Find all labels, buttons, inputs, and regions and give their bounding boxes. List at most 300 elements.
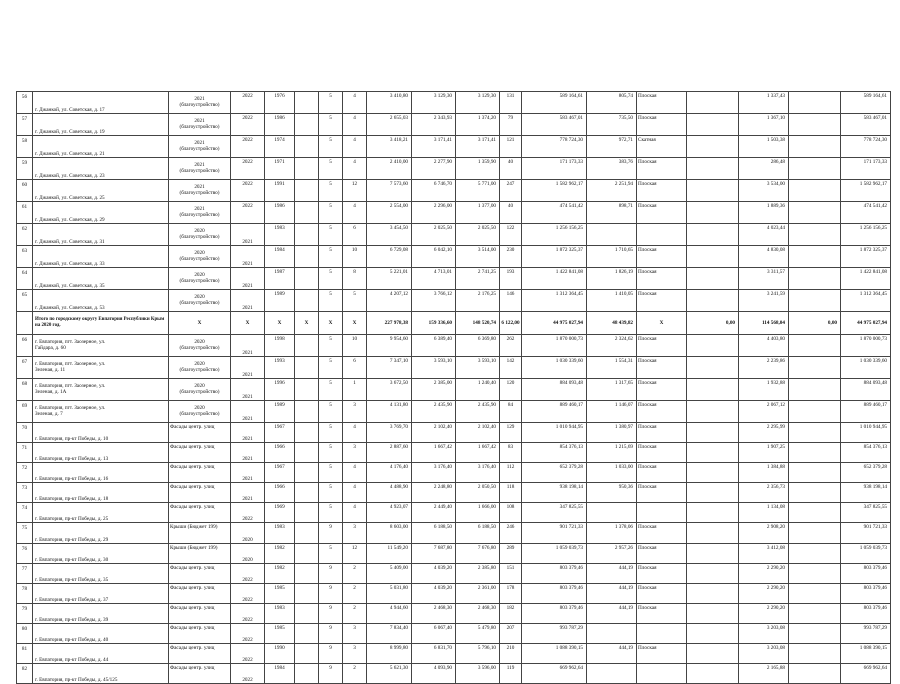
cost-cell: 1 088 390,15 (522, 644, 587, 664)
built-year-cell: 1984 (265, 664, 295, 684)
empty-cell (789, 379, 841, 401)
entrances-cell: 4 (343, 136, 367, 158)
row-number-cell: 80 (17, 623, 33, 643)
address-cell (33, 379, 169, 401)
total-label-cell: Итого по городскому округу Евпатория Республики Крым на 2020 год. (33, 312, 169, 335)
empty-cell (295, 563, 319, 583)
empty-cell (687, 290, 739, 312)
empty-cell (295, 664, 319, 684)
unit-cost-cell: 3 412,08 (739, 543, 789, 563)
residents-cell: 207 (500, 623, 522, 643)
built-year-cell: 1967 (265, 463, 295, 483)
total-area-cell: 7 573,60 (367, 180, 412, 202)
residents-cell: 210 (500, 644, 522, 664)
cost-cell: 1 010 944,95 (522, 423, 587, 443)
row-number-cell: 57 (17, 114, 33, 136)
plan-year-cell: 2021 (231, 246, 265, 268)
total-area-cell: 2 410,00 (367, 158, 412, 180)
row-number-cell: 78 (17, 583, 33, 603)
residential-area-cell: 3 596,00 (456, 664, 500, 684)
address-cell: г. Евпатория, пр-кт Победы, д. 16 (33, 463, 169, 483)
address-cell: г. Джанкой, ул. Советская, д. 29 (33, 202, 169, 224)
total-area-cell: 3 410,80 (367, 92, 412, 114)
floors-cell: 9 (319, 603, 343, 623)
roof-area-cell: 1 710,65 (587, 246, 637, 268)
total-area-cell: 3 672,50 (367, 379, 412, 401)
total-value-cell: X (319, 312, 343, 335)
empty-cell (789, 644, 841, 664)
cost-cell: 1 312 364,45 (522, 290, 587, 312)
total-cost-cell: 474 541,42 (841, 202, 891, 224)
cost-cell: 1 059 039,73 (522, 543, 587, 563)
residents-cell: 120 (500, 379, 522, 401)
unit-cost-cell: 3 534,00 (739, 180, 789, 202)
floors-cell: 5 (319, 483, 343, 503)
empty-cell (789, 92, 841, 114)
plan-year-cell: 2022 (231, 503, 265, 523)
total-value-cell: X (265, 312, 295, 335)
work-type-cell: Фасады центр. улиц (169, 463, 231, 483)
plan-year-cell: 2021 (231, 224, 265, 246)
table-row (17, 644, 900, 664)
residents-cell: 119 (500, 664, 522, 684)
roof-type-cell (637, 623, 687, 643)
plan-year-cell: 2022 (231, 644, 265, 664)
roof-type-cell: Плоская (637, 114, 687, 136)
table-row (17, 603, 900, 623)
empty-cell (295, 483, 319, 503)
residents-cell: 108 (500, 503, 522, 523)
total-cost-cell: 669 962,64 (841, 664, 891, 684)
work-type: (благоустройство) (170, 235, 229, 241)
row-number-cell: 76 (17, 543, 33, 563)
entrances-cell: 4 (343, 483, 367, 503)
total-area-cell: 2 554,00 (367, 202, 412, 224)
total-cost-cell: 1 088 390,15 (841, 644, 891, 664)
empty-cell (687, 623, 739, 643)
empty-cell (687, 114, 739, 136)
floors-cell: 9 (319, 623, 343, 643)
residents-cell: 142 (500, 357, 522, 379)
work-type: (благоустройство) (170, 412, 229, 418)
address-cell: г. Евпатория, пр-кт Победы, д. 40 (33, 623, 169, 643)
cost-cell: 1 422 841,08 (522, 268, 587, 290)
built-year-cell: 1971 (265, 158, 295, 180)
address-line-2: Зеленая, д. 11 (35, 368, 167, 374)
residents-cell: 83 (500, 443, 522, 463)
living-area-cell: 6 389,40 (412, 335, 456, 357)
work-year: 2020 (170, 340, 229, 346)
floors-cell: 5 (319, 543, 343, 563)
roof-area-cell: 444,19 (587, 644, 637, 664)
living-area-cell: 2 435,90 (412, 401, 456, 423)
unit-cost-cell: 1 134,08 (739, 503, 789, 523)
residents-cell: 121 (500, 136, 522, 158)
plan-year-cell: 2022 (231, 603, 265, 623)
built-year-cell: 1990 (265, 644, 295, 664)
empty-cell (789, 246, 841, 268)
empty-cell (789, 463, 841, 483)
plan-year-cell: 2021 (231, 268, 265, 290)
residential-area-cell: 1 374,20 (456, 114, 500, 136)
plan-year-cell: 2021 (231, 483, 265, 503)
entrances-cell: 4 (343, 114, 367, 136)
roof-type-cell: Плоская (637, 563, 687, 583)
residential-area-cell: 3 514,00 (456, 246, 500, 268)
roof-type-cell: Плоская (637, 523, 687, 543)
work-year: 2020 (170, 295, 229, 301)
built-year-cell: 1989 (265, 401, 295, 423)
total-value-cell: 6 122,00 (500, 312, 522, 335)
entrances-cell: 5 (343, 290, 367, 312)
roof-type-cell: Плоская (637, 357, 687, 379)
residential-area-cell: 5 479,80 (456, 623, 500, 643)
unit-cost-cell: 2 165,88 (739, 664, 789, 684)
table-row (17, 563, 900, 583)
living-area-cell: 6 746,70 (412, 180, 456, 202)
work-type-cell: Фасады центр. улиц (169, 664, 231, 684)
work-type-cell: Фасады центр. улиц (169, 423, 231, 443)
plan-year-cell: 2021 (231, 423, 265, 443)
empty-cell (295, 644, 319, 664)
roof-type-cell: Плоская (637, 401, 687, 423)
unit-cost-cell: 2 067,12 (739, 401, 789, 423)
table-row (17, 158, 900, 180)
roof-area-cell (587, 503, 637, 523)
roof-type-cell: Плоская (637, 443, 687, 463)
plan-year-cell: 2022 (231, 92, 265, 114)
work-type: (благоустройство) (170, 279, 229, 285)
row-number-cell: 68 (17, 379, 33, 401)
total-area-cell: 6 729,08 (367, 246, 412, 268)
empty-cell (295, 335, 319, 357)
work-type-cell (169, 246, 231, 268)
empty-cell (295, 114, 319, 136)
table-row (17, 224, 900, 246)
work-year: 2020 (170, 384, 229, 390)
work-type: (благоустройство) (170, 257, 229, 263)
empty-cell (687, 603, 739, 623)
residents-cell: 84 (500, 401, 522, 423)
total-value-cell: X (231, 312, 265, 335)
residents-cell: 112 (500, 463, 522, 483)
address-cell: г. Джанкой, ул. Советская, д. 17 (33, 92, 169, 114)
total-area-cell: 3 454,50 (367, 224, 412, 246)
roof-area-cell: 1 380,97 (587, 423, 637, 443)
total-cost-cell: 938 198,14 (841, 483, 891, 503)
table-row (17, 423, 900, 443)
total-area-cell: 5 621,30 (367, 664, 412, 684)
plan-year-cell: 2022 (231, 623, 265, 643)
empty-cell (789, 158, 841, 180)
floors-cell: 5 (319, 202, 343, 224)
total-area-cell: 11 549,20 (367, 543, 412, 563)
living-area-cell: 4 713,01 (412, 268, 456, 290)
roof-area-cell: 2 324,62 (587, 335, 637, 357)
roof-type-cell: Плоская (637, 290, 687, 312)
total-value-cell: X (169, 312, 231, 335)
address-cell (33, 401, 169, 423)
work-type: (благоустройство) (170, 103, 229, 109)
built-year-cell: 1966 (265, 443, 295, 463)
living-area-cell: 6 188,50 (412, 523, 456, 543)
cost-cell: 652 379,28 (522, 463, 587, 483)
work-type-cell (169, 158, 231, 180)
cost-cell: 171 173,33 (522, 158, 587, 180)
empty-cell (295, 268, 319, 290)
roof-type-cell: Плоская (637, 644, 687, 664)
residential-area-cell: 2 468,30 (456, 603, 500, 623)
total-value-cell: 227 978,38 (367, 312, 412, 335)
work-type-cell (169, 114, 231, 136)
total-cost-cell: 854 376,13 (841, 443, 891, 463)
residents-cell: 131 (500, 92, 522, 114)
entrances-cell: 4 (343, 423, 367, 443)
address-cell: г. Евпатория, пр-кт Победы, д. 35 (33, 563, 169, 583)
empty-cell (687, 246, 739, 268)
work-year: 2021 (170, 207, 229, 213)
roof-area-cell (587, 224, 637, 246)
work-type-cell: Фасады центр. улиц (169, 483, 231, 503)
roof-type-cell: Скатная (637, 136, 687, 158)
empty-cell (295, 180, 319, 202)
built-year-cell: 1991 (265, 180, 295, 202)
total-cost-cell: 1 030 339,60 (841, 357, 891, 379)
built-year-cell: 1998 (265, 335, 295, 357)
entrances-cell: 2 (343, 563, 367, 583)
row-number-cell: 59 (17, 158, 33, 180)
floors-cell: 5 (319, 463, 343, 483)
empty-cell (687, 644, 739, 664)
table-row (17, 623, 900, 643)
work-type-cell: Крыши (Бюджет 199) (169, 543, 231, 563)
residential-area-cell: 1 240,40 (456, 379, 500, 401)
address-cell: г. Евпатория, пр-кт Победы, д. 13 (33, 443, 169, 463)
living-area-cell: 1 667,42 (412, 443, 456, 463)
total-cost-cell: 993 787,29 (841, 623, 891, 643)
total-value-cell: X (295, 312, 319, 335)
work-year: 2020 (170, 273, 229, 279)
residential-area-cell: 1 666,00 (456, 503, 500, 523)
living-area-cell: 2 025,50 (412, 224, 456, 246)
row-number-cell: 65 (17, 290, 33, 312)
table-row (17, 523, 900, 543)
empty-cell (687, 136, 739, 158)
work-type-cell (169, 136, 231, 158)
empty-cell (295, 202, 319, 224)
residential-area-cell: 7 676,80 (456, 543, 500, 563)
empty-cell (789, 503, 841, 523)
total-cost-cell: 652 379,28 (841, 463, 891, 483)
living-area-cell: 7 687,80 (412, 543, 456, 563)
address-cell: г. Евпатория, пр-кт Победы, д. 30 (33, 543, 169, 563)
plan-year-cell: 2022 (231, 664, 265, 684)
floors-cell: 5 (319, 290, 343, 312)
address-cell: г. Джанкой, ул. Советская, д. 19 (33, 114, 169, 136)
entrances-cell: 12 (343, 180, 367, 202)
total-value-cell: 0,00 (687, 312, 739, 335)
address-cell: г. Джанкой, ул. Советская, д. 31 (33, 224, 169, 246)
residential-area-cell: 1 667,42 (456, 443, 500, 463)
work-type-cell: Фасады центр. улиц (169, 563, 231, 583)
address-cell: г. Евпатория, пр-кт Победы, д. 25 (33, 503, 169, 523)
unit-cost-cell: 2 290,20 (739, 583, 789, 603)
built-year-cell: 1966 (265, 483, 295, 503)
residential-area-cell: 1 359,90 (456, 158, 500, 180)
roof-area-cell: 972,71 (587, 136, 637, 158)
residential-area-cell: 2 385,80 (456, 563, 500, 583)
entrances-cell: 4 (343, 202, 367, 224)
total-cost-cell: 889 460,17 (841, 401, 891, 423)
work-year: 2021 (170, 163, 229, 169)
roof-type-cell: Плоская (637, 603, 687, 623)
unit-cost-cell: 4 830,08 (739, 246, 789, 268)
unit-cost-cell: 3 311,57 (739, 268, 789, 290)
total-cost-cell: 803 379,46 (841, 583, 891, 603)
table-row (17, 463, 900, 483)
floors-cell: 5 (319, 268, 343, 290)
address-cell: г. Евпатория, пр-кт Победы, д. 39 (33, 603, 169, 623)
entrances-cell: 4 (343, 158, 367, 180)
entrances-cell: 2 (343, 603, 367, 623)
total-value-cell: 44 975 027,94 (522, 312, 587, 335)
built-year-cell: 1985 (265, 623, 295, 643)
total-value-cell: X (637, 312, 687, 335)
plan-year-cell: 2021 (231, 335, 265, 357)
roof-area-cell: 2 957,26 (587, 543, 637, 563)
living-area-cell: 3 593,10 (412, 357, 456, 379)
residents-cell: 146 (500, 290, 522, 312)
empty-cell (295, 443, 319, 463)
plan-year-cell: 2022 (231, 583, 265, 603)
work-year: 2020 (170, 229, 229, 235)
unit-cost-cell: 1 907,25 (739, 443, 789, 463)
total-cost-cell: 778 724,30 (841, 136, 891, 158)
address-cell: г. Евпатория, пр-кт Победы, д. 29 (33, 523, 169, 543)
residential-area-cell: 2 176,25 (456, 290, 500, 312)
entrances-cell: 3 (343, 523, 367, 543)
work-type-cell (169, 290, 231, 312)
address-line-1: г. Евпатория, пгт. Заозерное, ул. (35, 406, 167, 412)
residential-area-cell: 3 171,41 (456, 136, 500, 158)
unit-cost-cell: 1 889,36 (739, 202, 789, 224)
roof-area-cell (587, 664, 637, 684)
floors-cell: 5 (319, 503, 343, 523)
total-cost-cell: 884 093,48 (841, 379, 891, 401)
address-line-2: Зеленая, д. 1А (35, 390, 167, 396)
living-area-cell: 6 067,40 (412, 623, 456, 643)
built-year-cell: 1984 (265, 246, 295, 268)
built-year-cell: 1969 (265, 503, 295, 523)
empty-cell (687, 92, 739, 114)
total-value-cell: 148 520,74 (456, 312, 500, 335)
cost-cell: 1 256 156,25 (522, 224, 587, 246)
residents-cell: 129 (500, 423, 522, 443)
residents-cell: 193 (500, 268, 522, 290)
built-year-cell: 1983 (265, 224, 295, 246)
cost-cell: 938 198,14 (522, 483, 587, 503)
entrances-cell: 6 (343, 357, 367, 379)
roof-type-cell: Плоская (637, 246, 687, 268)
residential-area-cell: 2 741,25 (456, 268, 500, 290)
address-cell: г. Евпатория, пр-кт Победы, д. 18 (33, 483, 169, 503)
roof-type-cell (637, 503, 687, 523)
cost-cell: 1 582 962,17 (522, 180, 587, 202)
total-area-cell: 7 347,10 (367, 357, 412, 379)
total-area-cell: 3 769,70 (367, 423, 412, 443)
roof-area-cell: 1 826,19 (587, 268, 637, 290)
plan-year-cell: 2021 (231, 379, 265, 401)
empty-cell (789, 357, 841, 379)
row-number-cell: 82 (17, 664, 33, 684)
total-area-cell: 4 131,80 (367, 401, 412, 423)
living-area-cell: 2 449,40 (412, 503, 456, 523)
living-area-cell: 2 296,00 (412, 202, 456, 224)
empty-cell (789, 523, 841, 543)
floors-cell: 9 (319, 523, 343, 543)
work-year: 2021 (170, 119, 229, 125)
empty-cell (295, 224, 319, 246)
housing-register-table (16, 91, 900, 684)
table-row (17, 357, 900, 379)
built-year-cell: 1996 (265, 379, 295, 401)
living-area-cell: 2 277,90 (412, 158, 456, 180)
empty-cell (295, 401, 319, 423)
cost-cell: 803 379,46 (522, 563, 587, 583)
unit-cost-cell: 1 367,10 (739, 114, 789, 136)
unit-cost-cell: 4 023,44 (739, 224, 789, 246)
work-type: (благоустройство) (170, 346, 229, 352)
residents-cell: 247 (500, 180, 522, 202)
empty-cell (687, 423, 739, 443)
roof-type-cell: Плоская (637, 92, 687, 114)
empty-cell (789, 268, 841, 290)
work-type: (благоустройство) (170, 169, 229, 175)
plan-year-cell: 2021 (231, 401, 265, 423)
empty-cell (295, 463, 319, 483)
empty-cell (789, 114, 841, 136)
unit-cost-cell: 286,48 (739, 158, 789, 180)
total-cost-cell: 1 010 944,95 (841, 423, 891, 443)
cost-cell: 589 164,61 (522, 92, 587, 114)
unit-cost-cell: 2 290,20 (739, 563, 789, 583)
roof-area-cell: 383,76 (587, 158, 637, 180)
floors-cell: 5 (319, 443, 343, 463)
work-type-cell: Фасады центр. улиц (169, 503, 231, 523)
roof-area-cell: 735,50 (587, 114, 637, 136)
empty-cell (687, 180, 739, 202)
roof-type-cell (637, 224, 687, 246)
address-cell: г. Джанкой, ул. Советская, д. 33 (33, 246, 169, 268)
table-row (17, 503, 900, 523)
work-type-cell: Фасады центр. улиц (169, 583, 231, 603)
total-area-cell: 2 887,60 (367, 443, 412, 463)
empty-cell (295, 136, 319, 158)
plan-year-cell: 2022 (231, 180, 265, 202)
living-area-cell: 2 385,00 (412, 379, 456, 401)
roof-type-cell (637, 664, 687, 684)
total-area-cell: 5 221,01 (367, 268, 412, 290)
total-value-cell: 48 439,82 (587, 312, 637, 335)
empty-cell (295, 543, 319, 563)
table-row (17, 543, 900, 563)
empty-cell (687, 463, 739, 483)
work-year: 2021 (170, 185, 229, 191)
table-row (17, 268, 900, 290)
living-area-cell: 6 831,70 (412, 644, 456, 664)
work-type-cell: Фасады центр. улиц (169, 443, 231, 463)
empty-cell (295, 92, 319, 114)
